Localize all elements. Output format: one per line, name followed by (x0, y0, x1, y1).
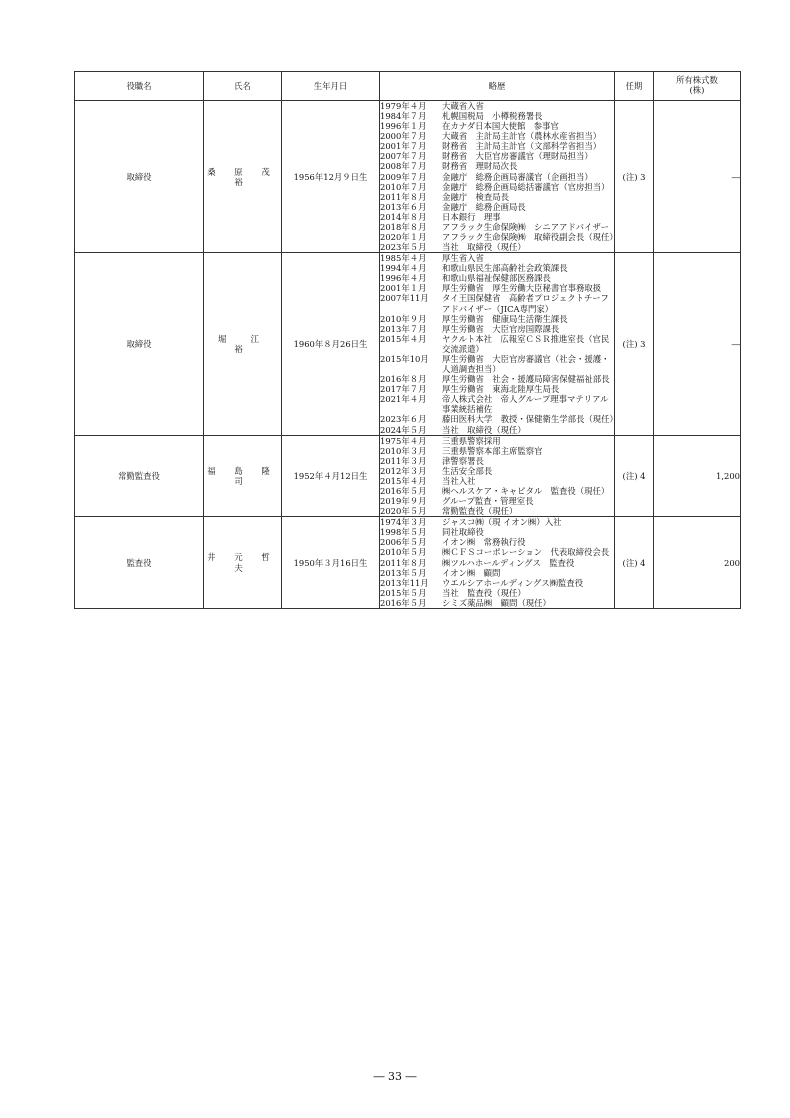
career-entry (380, 527, 614, 537)
career-description: ヤクルト本社 広報室ＣＳＲ推進室長（官民交流派遣） (442, 333, 610, 354)
career-date: 1996年４月 (380, 273, 427, 284)
career-description: ㈱ＣＦＳコーポレーション 代表取締役会長 (442, 547, 610, 558)
career-entry (380, 517, 614, 527)
career-description: 当社 取締役（現任） (442, 424, 526, 435)
career-entry (380, 293, 614, 313)
career-description: タイ王国保健省 高齢者プロジェクトチーフアドバイザー（JICA専門家） (442, 293, 609, 314)
officer-term: (注) 4 (615, 435, 654, 517)
officer-row (75, 253, 741, 435)
career-date: 2018年８月 (380, 221, 427, 232)
officer-term: (注) 4 (615, 517, 654, 609)
career-description: 厚生労働省 社会・援護局障害保健福祉部長 (442, 374, 610, 385)
career-description: 当社入社 (442, 475, 476, 486)
career-date: 1984年７月 (380, 111, 427, 122)
officer-name: 福 島 隆 司 (204, 435, 282, 517)
career-date: 2020年５月 (380, 506, 427, 517)
career-date: 1998年５月 (380, 527, 427, 538)
officer-shares: ― (654, 253, 741, 435)
career-entry (380, 578, 614, 588)
officer-shares: 1,200 (654, 435, 741, 517)
career-entry (380, 425, 614, 435)
career-description: 厚生労働省 大臣官房審議官（社会・援護・人道調査担当） (442, 353, 610, 375)
career-entry (380, 446, 614, 456)
career-date: 2013年７月 (380, 323, 427, 334)
career-entry (380, 374, 614, 384)
officer-term: (注) 3 (615, 101, 654, 253)
career-entry (380, 232, 618, 243)
career-entry (380, 466, 614, 476)
career-description: 厚生労働省 東海北陸厚生局長 (442, 384, 560, 395)
career-description: 同社取締役 (442, 527, 484, 538)
career-date: 2015年４月 (380, 333, 427, 344)
career-entry (380, 334, 614, 354)
officer-title: 取締役 (75, 101, 204, 253)
career-date: 2013年11月 (380, 577, 429, 588)
career-description: 厚生労働省 厚生労働大臣秘書官事務取扱 (442, 283, 602, 294)
career-description: 財務省 理財局次長 (442, 161, 518, 172)
career-entry (380, 141, 614, 151)
officer-title: 取締役 (75, 253, 204, 435)
header-title: 役職名 (75, 72, 204, 101)
career-date: 2015年４月 (380, 475, 427, 486)
career-description: 三重県警察採用 (442, 435, 501, 446)
officer-name: 桑 原 茂 裕 (204, 101, 282, 253)
career-date: 2009年７月 (380, 171, 427, 182)
officer-title: 監査役 (75, 517, 204, 609)
career-description: イオン㈱ 常務執行役 (442, 537, 526, 548)
career-description: 在カナダ日本国大使館 参事官 (442, 121, 559, 132)
officer-name: 堀 江 裕 (204, 253, 282, 435)
career-date: 2020年１月 (380, 232, 427, 243)
career-date: 2011年８月 (380, 191, 427, 202)
officer-row (75, 517, 741, 609)
career-date: 2024年５月 (380, 424, 427, 435)
officer-row (75, 435, 741, 517)
career-description: 当社 監査役（現任） (442, 587, 526, 598)
officer-birthdate: 1956年12月９日生 (282, 101, 380, 253)
career-date: 2023年６月 (380, 414, 427, 425)
officer-name: 井 元 哲 夫 (204, 517, 282, 609)
career-date: 2012年３月 (380, 465, 427, 476)
career-description: 生活安全部長 (442, 465, 493, 476)
career-entry (380, 202, 614, 212)
career-entry (380, 151, 614, 161)
career-date: 2008年７月 (380, 161, 427, 172)
career-entry (380, 222, 614, 232)
career-description: アフラック生命保険㈱ 取締役副会長（現任） (442, 232, 618, 243)
career-date: 2010年５月 (380, 547, 427, 558)
career-description: 当社 取締役（現任） (442, 242, 526, 253)
career-date: 2019年９月 (380, 496, 427, 507)
officer-term: (注) 3 (615, 253, 654, 435)
officers-table (74, 71, 741, 609)
career-entry (380, 476, 614, 486)
career-entry (380, 131, 614, 141)
career-description: 三重県警察本部主席監察官 (442, 445, 543, 456)
career-entry (380, 242, 614, 252)
career-description: 常勤監査役（現任） (442, 506, 518, 517)
career-description: 厚生労働省 健康局生活衛生課長 (442, 313, 568, 324)
career-date: 1975年４月 (380, 435, 427, 446)
officer-shares: ― (654, 101, 741, 253)
career-date: 2014年８月 (380, 211, 427, 222)
career-description: 津警察署長 (442, 455, 484, 466)
career-description: 日本銀行 理事 (442, 211, 501, 222)
career-entry (380, 111, 614, 121)
officer-career (380, 435, 615, 517)
officer-career (380, 253, 618, 435)
officer-career (380, 101, 618, 253)
career-entry (380, 568, 614, 578)
career-entry (380, 537, 614, 547)
career-entry (380, 121, 614, 131)
career-entry (380, 314, 614, 324)
career-entry (380, 324, 614, 334)
career-date: 2011年８月 (380, 557, 427, 568)
career-description: 和歌山県福祉保健部医務課長 (442, 273, 551, 284)
career-description: 厚生省入省 (442, 253, 484, 264)
table-header-row (75, 72, 741, 101)
career-date: 1985年４月 (380, 253, 427, 264)
career-date: 1974年３月 (380, 517, 427, 528)
career-description: 金融庁 総務企画局長 (442, 201, 526, 212)
header-career: 略歴 (380, 72, 615, 101)
header-dob: 生年月日 (282, 72, 380, 101)
career-date: 2016年８月 (380, 374, 427, 385)
officer-birthdate: 1960年８月26日生 (282, 253, 380, 435)
career-description: 財務省 主計局主計官（文部科学省担当） (442, 141, 602, 152)
career-description: 金融庁 総務企画局審議官（企画担当） (442, 171, 593, 182)
career-entry (380, 384, 614, 394)
career-entry (380, 212, 614, 222)
career-date: 2015年10月 (380, 353, 429, 364)
career-entry (380, 253, 614, 263)
page-number: ― 33 ― (373, 1070, 417, 1083)
career-description: シミズ薬品㈱ 顧問（現任） (442, 597, 551, 608)
career-description: ㈱ツルハホールディングス 監査役 (442, 557, 575, 568)
officer-row (75, 101, 741, 253)
career-date: 2011年３月 (380, 455, 427, 466)
career-description: イオン㈱ 顧問 (442, 567, 501, 578)
officer-rows (75, 101, 741, 609)
career-date: 2001年１月 (380, 283, 427, 294)
career-entry (380, 547, 614, 557)
career-entry (380, 506, 614, 516)
career-entry (380, 598, 614, 608)
career-entry (380, 394, 614, 414)
officer-title: 常勤監査役 (75, 435, 204, 517)
career-date: 2010年７月 (380, 181, 427, 192)
career-date: 2016年５月 (380, 597, 427, 608)
career-date: 2000年７月 (380, 131, 427, 142)
career-date: 2007年11月 (380, 293, 429, 304)
career-entry (380, 558, 614, 568)
career-description: アフラック生命保険㈱ シニアアドバイザー (442, 221, 610, 232)
career-date: 1996年１月 (380, 121, 427, 132)
career-date: 2006年５月 (380, 537, 427, 548)
career-description: グループ監査・管理室長 (442, 496, 534, 507)
officer-shares: 200 (654, 517, 741, 609)
career-date: 1979年４月 (380, 101, 427, 111)
header-name: 氏名 (204, 72, 282, 101)
career-date: 2021年４月 (380, 394, 427, 405)
career-date: 2010年３月 (380, 445, 427, 456)
career-entry (380, 192, 614, 202)
officer-birthdate: 1952年４月12日生 (282, 435, 380, 517)
career-description: 金融庁 総務企画局総括審議官（官房担当） (442, 181, 610, 192)
career-description: 札幌国税局 小樽税務署長 (442, 111, 543, 122)
career-entry (380, 172, 614, 182)
career-date: 1994年４月 (380, 263, 427, 274)
career-description: 藤田医科大学 教授・保健衛生学部長（現任） (442, 414, 618, 425)
career-description: 和歌山県民生部高齢社会政策課長 (442, 263, 568, 274)
career-description: 大蔵省 主計局主計官（農林水産省担当） (442, 131, 602, 142)
career-description: 帝人株式会社 帝人グループ理事マテリアル事業統括補佐 (442, 394, 609, 415)
career-entry (380, 456, 614, 466)
career-description: 金融庁 検査局長 (442, 191, 509, 202)
career-entry (380, 588, 614, 598)
career-entry (380, 273, 614, 283)
career-description: 厚生労働省 大臣官房国際課長 (442, 323, 560, 334)
career-entry (380, 263, 614, 273)
career-date: 2015年５月 (380, 587, 427, 598)
officer-career (380, 517, 615, 609)
career-entry (380, 414, 618, 425)
career-date: 2017年７月 (380, 384, 427, 395)
career-date: 2016年５月 (380, 485, 427, 496)
officer-birthdate: 1950年３月16日生 (282, 517, 380, 609)
career-date: 2013年６月 (380, 201, 427, 212)
career-description: ジャスコ㈱（現 イオン㈱）入社 (442, 517, 562, 528)
header-shares: 所有株式数 (株) (654, 72, 741, 101)
career-entry (380, 161, 614, 171)
career-date: 2013年５月 (380, 567, 427, 578)
career-date: 2001年７月 (380, 141, 427, 152)
career-entry (380, 283, 614, 293)
header-term: 任期 (615, 72, 654, 101)
career-entry (380, 496, 614, 506)
career-description: ウエルシアホールディングス㈱監査役 (442, 577, 584, 588)
career-date: 2010年９月 (380, 313, 427, 324)
career-entry (380, 101, 614, 111)
career-entry (380, 436, 614, 446)
career-entry (380, 182, 614, 192)
career-description: ㈱ヘルスケア・キャピタル 監査役（現任） (442, 485, 610, 496)
career-description: 財務省 大臣官房審議官（理財局担当） (442, 151, 593, 162)
career-entry (380, 486, 614, 496)
career-date: 2007年７月 (380, 151, 427, 162)
career-description: 大蔵省入省 (442, 101, 484, 111)
career-entry (380, 354, 614, 374)
career-date: 2023年５月 (380, 242, 427, 253)
